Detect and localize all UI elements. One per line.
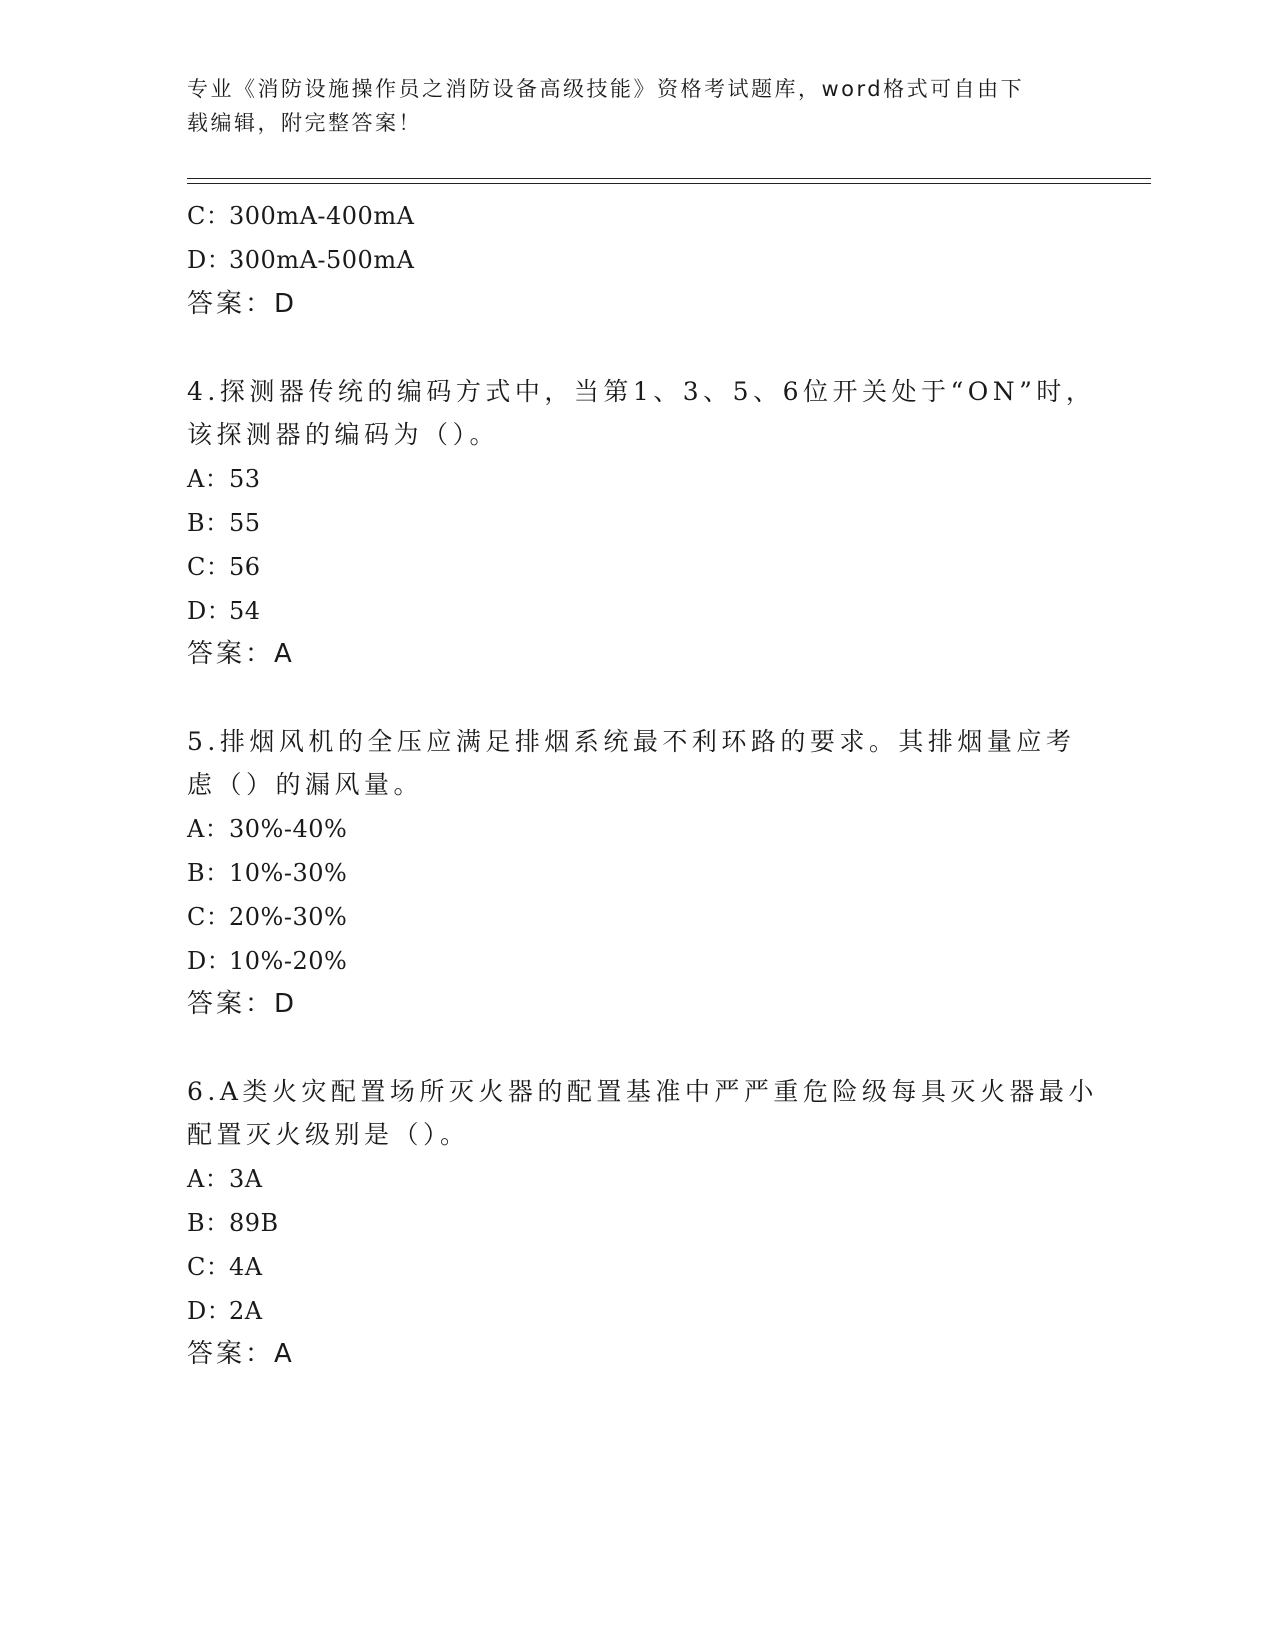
option-d (187, 1291, 263, 1326)
option-d (187, 240, 414, 275)
option-a (187, 1159, 263, 1194)
option-text: 55 (229, 509, 261, 537)
question-4-text-line-1: 4.探测器传统的编码方式中，当第1、3、5、6位开关处于“ON”时， (187, 377, 1096, 406)
option-label: B： (187, 859, 230, 887)
option-label: D： (187, 1297, 232, 1325)
option-label: A： (187, 1165, 230, 1193)
option-c (187, 196, 414, 231)
header-divider-top (187, 178, 1151, 179)
option-text: 300mA-400mA (229, 202, 415, 230)
option-label: C： (187, 903, 231, 931)
question-6-text-line-2: 配置灭火级别是（）。 (187, 1120, 470, 1149)
option-label: C： (187, 553, 231, 581)
option-b (187, 503, 261, 538)
question-4-text-line-2: 该探测器的编码为（）。 (187, 420, 500, 449)
option-text: 4A (229, 1253, 263, 1281)
option-label: B： (187, 509, 230, 537)
option-c (187, 1247, 263, 1282)
option-text: 56 (229, 553, 261, 581)
option-text: 300mA-500mA (229, 246, 415, 274)
answer-line: 答案：D (187, 989, 298, 1019)
question-6-text-line-1: 6.A类火灾配置场所灭火器的配置基准中严严重危险级每具灭火器最小 (187, 1077, 1098, 1106)
option-a (187, 809, 347, 844)
header-divider-bottom (187, 183, 1151, 184)
option-text: 54 (229, 597, 261, 625)
option-b (187, 853, 347, 888)
option-b (187, 1203, 279, 1238)
option-label: D： (187, 246, 232, 274)
header-line-2: 载编辑，附完整答案！ (187, 111, 422, 135)
question-5-text-line-2: 虑（）的漏风量。 (187, 770, 424, 799)
option-label: B： (187, 1209, 230, 1237)
question-5-text-line-1: 5.排烟风机的全压应满足排烟系统最不利环路的要求。其排烟量应考 (187, 727, 1076, 756)
header-line-1: 专业《消防设施操作员之消防设备高级技能》资格考试题库，word格式可自由下 (187, 77, 1025, 101)
option-label: C： (187, 1253, 231, 1281)
option-label: C： (187, 202, 231, 230)
option-c (187, 897, 347, 932)
document-header (187, 72, 1087, 140)
option-text: 10%-30% (229, 859, 348, 887)
option-text: 20%-30% (229, 903, 348, 931)
option-text: 3A (229, 1165, 263, 1193)
option-text: 89B (229, 1209, 279, 1237)
option-d (187, 591, 261, 626)
option-label: D： (187, 597, 232, 625)
answer-line: 答案：D (187, 289, 298, 319)
option-text: 2A (229, 1297, 263, 1325)
option-text: 10%-20% (229, 947, 348, 975)
option-label: A： (187, 465, 230, 493)
option-text: 30%-40% (229, 815, 348, 843)
option-a (187, 459, 261, 494)
option-c (187, 547, 261, 582)
option-label: A： (187, 815, 230, 843)
option-label: D： (187, 947, 232, 975)
answer-line: 答案：A (187, 639, 295, 669)
option-d (187, 941, 347, 976)
option-text: 53 (229, 465, 261, 493)
answer-line: 答案：A (187, 1339, 295, 1369)
